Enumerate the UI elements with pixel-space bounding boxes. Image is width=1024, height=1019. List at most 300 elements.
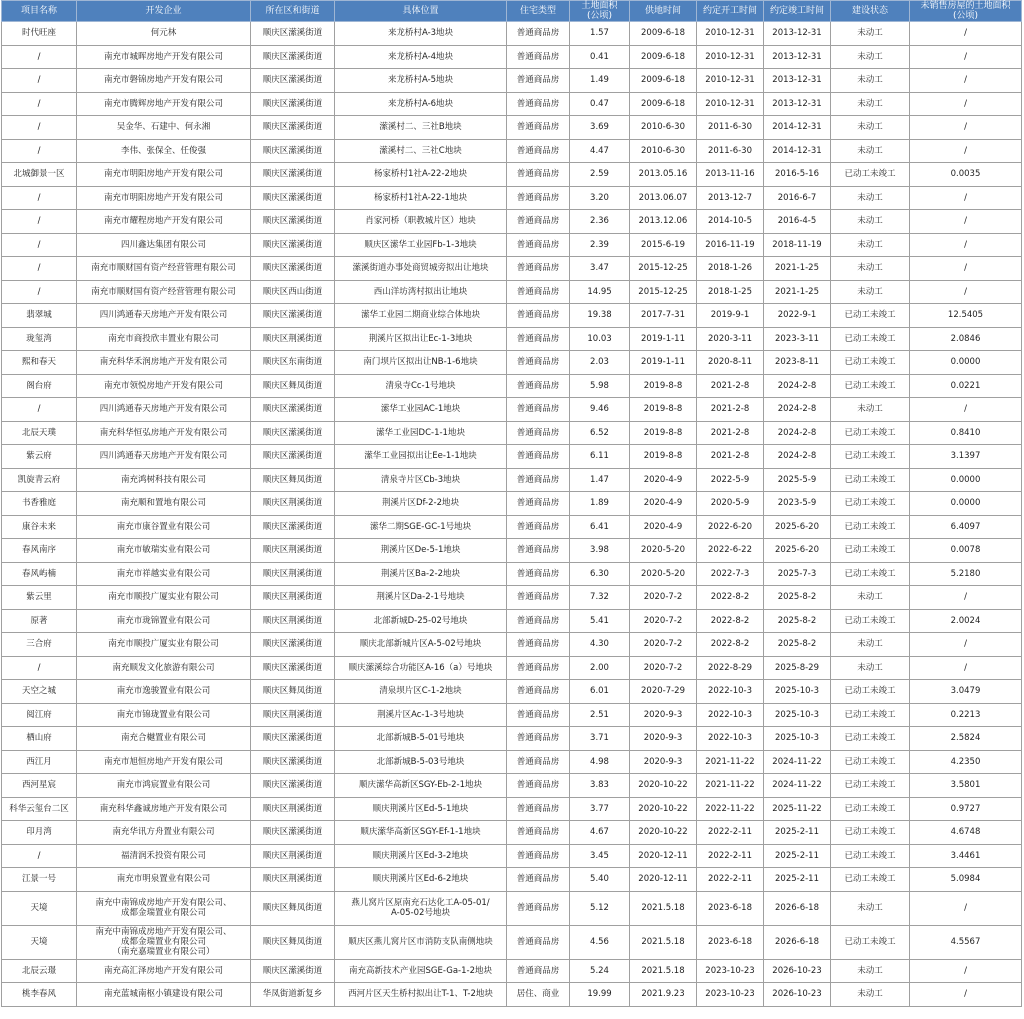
table-row xyxy=(2,45,1022,69)
cell-land-area: 3.20 xyxy=(570,186,630,210)
cell-location: 潆溪村二、三社B地块 xyxy=(335,116,507,140)
cell-land-area: 3.98 xyxy=(570,539,630,563)
cell-agreed-completion-date: 2023-8-11 xyxy=(764,351,831,375)
cell-developer: 南充市领悦房地产开发有限公司 xyxy=(77,374,251,398)
cell-land-area: 1.49 xyxy=(570,69,630,93)
cell-location: 北部新城B-5-01号地块 xyxy=(335,727,507,751)
cell-land-area: 5.41 xyxy=(570,609,630,633)
table-row xyxy=(2,750,1022,774)
cell-agreed-start-date: 2022-8-2 xyxy=(697,586,764,610)
cell-unsold-land-area: / xyxy=(910,633,1022,657)
cell-supply-date: 2021.5.18 xyxy=(630,925,697,959)
cell-project-name: / xyxy=(2,257,77,281)
cell-location: 顺庆荆溪片区Ed-6-2地块 xyxy=(335,868,507,892)
cell-district-street: 顺庆区潆溪街道 xyxy=(251,959,335,983)
cell-developer: 南充市珑锦置业有限公司 xyxy=(77,609,251,633)
table-row xyxy=(2,821,1022,845)
cell-location: 清泉寺Cc-1号地块 xyxy=(335,374,507,398)
cell-developer: 南充市旭恒房地产开发有限公司 xyxy=(77,750,251,774)
cell-unsold-land-area: 0.0221 xyxy=(910,374,1022,398)
cell-location: 南充高新技术产业园SGE-Ga-1-2地块 xyxy=(335,959,507,983)
cell-developer: 南充市祥越实业有限公司 xyxy=(77,562,251,586)
cell-location: 潆华工业园二期商业综合体地块 xyxy=(335,304,507,328)
cell-location: 北部新城D-25-02号地块 xyxy=(335,609,507,633)
cell-land-area: 2.39 xyxy=(570,233,630,257)
table-row xyxy=(2,562,1022,586)
table-row xyxy=(2,22,1022,46)
cell-construction-status: 已动工未竣工 xyxy=(831,327,910,351)
cell-developer: 四川鑫达集团有限公司 xyxy=(77,233,251,257)
cell-construction-status: 已动工未竣工 xyxy=(831,868,910,892)
cell-location: 顺庆区燕儿窝片区市消防支队南侧地块 xyxy=(335,925,507,959)
cell-agreed-start-date: 2022-5-9 xyxy=(697,468,764,492)
cell-district-street: 顺庆区舞凤街道 xyxy=(251,891,335,925)
cell-project-name: 桃李春风 xyxy=(2,983,77,1007)
cell-unsold-land-area: 0.0078 xyxy=(910,539,1022,563)
cell-supply-date: 2019-1-11 xyxy=(630,327,697,351)
cell-supply-date: 2017-7-31 xyxy=(630,304,697,328)
table-row xyxy=(2,797,1022,821)
cell-district-street: 顺庆区荆溪街道 xyxy=(251,327,335,351)
cell-unsold-land-area: 4.2350 xyxy=(910,750,1022,774)
cell-housing-type: 普通商品房 xyxy=(507,22,570,46)
cell-supply-date: 2020-5-20 xyxy=(630,539,697,563)
cell-location: 来龙桥村A-5地块 xyxy=(335,69,507,93)
cell-agreed-start-date: 2022-8-2 xyxy=(697,609,764,633)
cell-developer: 南充科华鑫诚房地产开发有限公司 xyxy=(77,797,251,821)
table-row xyxy=(2,233,1022,257)
cell-unsold-land-area: 0.8410 xyxy=(910,421,1022,445)
cell-project-name: 三合府 xyxy=(2,633,77,657)
cell-district-street: 顺庆区荆溪街道 xyxy=(251,562,335,586)
cell-construction-status: 已动工未竣工 xyxy=(831,468,910,492)
cell-agreed-start-date: 2010-12-31 xyxy=(697,92,764,116)
cell-land-area: 9.46 xyxy=(570,398,630,422)
cell-project-name: 科华云玺台二区 xyxy=(2,797,77,821)
column-header-developer: 开发企业 xyxy=(77,1,251,22)
cell-housing-type: 普通商品房 xyxy=(507,727,570,751)
cell-construction-status: 未动工 xyxy=(831,586,910,610)
cell-agreed-completion-date: 2025-10-3 xyxy=(764,727,831,751)
cell-district-street: 顺庆区潆溪街道 xyxy=(251,210,335,234)
cell-land-area: 19.99 xyxy=(570,983,630,1007)
table-row xyxy=(2,327,1022,351)
cell-land-area: 3.77 xyxy=(570,797,630,821)
cell-unsold-land-area: / xyxy=(910,139,1022,163)
cell-agreed-start-date: 2019-9-1 xyxy=(697,304,764,328)
table-row xyxy=(2,609,1022,633)
cell-agreed-completion-date: 2025-2-11 xyxy=(764,844,831,868)
cell-developer: 南充华讯方舟置业有限公司 xyxy=(77,821,251,845)
cell-construction-status: 已动工未竣工 xyxy=(831,750,910,774)
cell-supply-date: 2009-6-18 xyxy=(630,69,697,93)
cell-land-area: 2.36 xyxy=(570,210,630,234)
cell-agreed-completion-date: 2014-12-31 xyxy=(764,116,831,140)
cell-project-name: / xyxy=(2,116,77,140)
cell-housing-type: 普通商品房 xyxy=(507,69,570,93)
cell-agreed-completion-date: 2021-1-25 xyxy=(764,280,831,304)
cell-project-name: 江景一号 xyxy=(2,868,77,892)
cell-developer: 南充顺和置地有限公司 xyxy=(77,492,251,516)
cell-land-area: 5.24 xyxy=(570,959,630,983)
cell-construction-status: 已动工未竣工 xyxy=(831,351,910,375)
cell-housing-type: 普通商品房 xyxy=(507,562,570,586)
cell-district-street: 顺庆区荆溪街道 xyxy=(251,844,335,868)
cell-housing-type: 普通商品房 xyxy=(507,163,570,187)
cell-district-street: 顺庆区舞凤街道 xyxy=(251,468,335,492)
cell-supply-date: 2019-8-8 xyxy=(630,398,697,422)
cell-developer: 南充市锦珑置业有限公司 xyxy=(77,703,251,727)
cell-district-street: 顺庆区潆溪街道 xyxy=(251,22,335,46)
cell-location: 肖家河桥（职教城片区）地块 xyxy=(335,210,507,234)
cell-construction-status: 已动工未竣工 xyxy=(831,797,910,821)
cell-agreed-start-date: 2013-11-16 xyxy=(697,163,764,187)
cell-supply-date: 2020-10-22 xyxy=(630,821,697,845)
cell-construction-status: 未动工 xyxy=(831,959,910,983)
table-row xyxy=(2,398,1022,422)
cell-housing-type: 普通商品房 xyxy=(507,351,570,375)
cell-land-area: 3.45 xyxy=(570,844,630,868)
cell-land-area: 5.12 xyxy=(570,891,630,925)
cell-developer: 南充市逸骏置业有限公司 xyxy=(77,680,251,704)
cell-housing-type: 普通商品房 xyxy=(507,280,570,304)
cell-agreed-completion-date: 2026-10-23 xyxy=(764,959,831,983)
cell-developer: 南充市腾辉房地产开发有限公司 xyxy=(77,92,251,116)
cell-developer: 南充高汇泽房地产开发有限公司 xyxy=(77,959,251,983)
cell-location: 荆溪片区De-5-1地块 xyxy=(335,539,507,563)
cell-land-area: 1.47 xyxy=(570,468,630,492)
cell-location: 顺庆荆溪片区Ed-3-2地块 xyxy=(335,844,507,868)
cell-unsold-land-area: / xyxy=(910,92,1022,116)
cell-district-street: 华凤街道新复乡 xyxy=(251,983,335,1007)
cell-developer: 南充市顺财国有资产经营管理有限公司 xyxy=(77,257,251,281)
cell-supply-date: 2009-6-18 xyxy=(630,92,697,116)
cell-supply-date: 2009-6-18 xyxy=(630,22,697,46)
cell-agreed-start-date: 2020-5-9 xyxy=(697,492,764,516)
cell-housing-type: 普通商品房 xyxy=(507,539,570,563)
cell-location: 潆华工业园AC-1地块 xyxy=(335,398,507,422)
column-header-agreed-completion-date: 约定竣工时间 xyxy=(764,1,831,22)
cell-district-street: 顺庆区潆溪街道 xyxy=(251,774,335,798)
cell-land-area: 14.95 xyxy=(570,280,630,304)
cell-agreed-start-date: 2013-12-7 xyxy=(697,186,764,210)
cell-construction-status: 未动工 xyxy=(831,116,910,140)
cell-district-street: 顺庆区荆溪街道 xyxy=(251,586,335,610)
cell-location: 清泉寺片区Cb-3地块 xyxy=(335,468,507,492)
cell-unsold-land-area: / xyxy=(910,210,1022,234)
cell-supply-date: 2019-1-11 xyxy=(630,351,697,375)
column-header-agreed-start-date: 约定开工时间 xyxy=(697,1,764,22)
cell-project-name: 栖山府 xyxy=(2,727,77,751)
cell-project-name: 春风屿楠 xyxy=(2,562,77,586)
table-row xyxy=(2,163,1022,187)
cell-land-area: 4.67 xyxy=(570,821,630,845)
cell-agreed-start-date: 2023-10-23 xyxy=(697,983,764,1007)
cell-housing-type: 普通商品房 xyxy=(507,891,570,925)
cell-agreed-start-date: 2018-1-26 xyxy=(697,257,764,281)
cell-developer: 四川鸿通春天房地产开发有限公司 xyxy=(77,398,251,422)
cell-project-name: / xyxy=(2,69,77,93)
cell-developer: 南充市鸿宸置业有限公司 xyxy=(77,774,251,798)
table-row xyxy=(2,868,1022,892)
cell-supply-date: 2020-7-2 xyxy=(630,586,697,610)
cell-housing-type: 普通商品房 xyxy=(507,421,570,445)
cell-district-street: 顺庆区潆溪街道 xyxy=(251,304,335,328)
cell-agreed-completion-date: 2023-5-9 xyxy=(764,492,831,516)
cell-supply-date: 2020-9-3 xyxy=(630,750,697,774)
cell-construction-status: 已动工未竣工 xyxy=(831,727,910,751)
cell-construction-status: 已动工未竣工 xyxy=(831,421,910,445)
cell-housing-type: 普通商品房 xyxy=(507,656,570,680)
cell-location: 来龙桥村A-6地块 xyxy=(335,92,507,116)
table-row xyxy=(2,92,1022,116)
cell-construction-status: 未动工 xyxy=(831,633,910,657)
cell-unsold-land-area: 0.0000 xyxy=(910,351,1022,375)
cell-project-name: 康谷未来 xyxy=(2,515,77,539)
cell-agreed-completion-date: 2025-6-20 xyxy=(764,539,831,563)
cell-unsold-land-area: / xyxy=(910,656,1022,680)
cell-agreed-completion-date: 2025-10-3 xyxy=(764,703,831,727)
cell-developer: 南充市磐锦房地产开发有限公司 xyxy=(77,69,251,93)
cell-agreed-completion-date: 2025-11-22 xyxy=(764,797,831,821)
cell-supply-date: 2020-4-9 xyxy=(630,515,697,539)
cell-construction-status: 未动工 xyxy=(831,210,910,234)
cell-supply-date: 2020-7-2 xyxy=(630,656,697,680)
cell-housing-type: 普通商品房 xyxy=(507,210,570,234)
cell-agreed-start-date: 2011-6-30 xyxy=(697,139,764,163)
cell-land-area: 5.40 xyxy=(570,868,630,892)
cell-housing-type: 普通商品房 xyxy=(507,586,570,610)
cell-location: 杨家桥村1社A-22-2地块 xyxy=(335,163,507,187)
cell-developer: 南充市明阳房地产开发有限公司 xyxy=(77,163,251,187)
cell-agreed-completion-date: 2025-8-2 xyxy=(764,609,831,633)
cell-developer: 南充市明泉置业有限公司 xyxy=(77,868,251,892)
cell-developer: 南充市商投欣丰置业有限公司 xyxy=(77,327,251,351)
cell-unsold-land-area: 12.5405 xyxy=(910,304,1022,328)
cell-project-name: 北城御景一区 xyxy=(2,163,77,187)
cell-district-street: 顺庆区舞凤街道 xyxy=(251,680,335,704)
cell-construction-status: 未动工 xyxy=(831,22,910,46)
cell-agreed-start-date: 2020-8-11 xyxy=(697,351,764,375)
table-row xyxy=(2,186,1022,210)
cell-project-name: 西江月 xyxy=(2,750,77,774)
cell-developer: 南充市顺投广厦实业有限公司 xyxy=(77,586,251,610)
cell-location: 荆溪片区Da-2-1号地块 xyxy=(335,586,507,610)
cell-construction-status: 未动工 xyxy=(831,233,910,257)
cell-district-street: 顺庆区荆溪街道 xyxy=(251,868,335,892)
cell-supply-date: 2020-10-22 xyxy=(630,774,697,798)
cell-construction-status: 未动工 xyxy=(831,45,910,69)
cell-unsold-land-area: 0.0000 xyxy=(910,468,1022,492)
cell-supply-date: 2010-6-30 xyxy=(630,139,697,163)
cell-construction-status: 未动工 xyxy=(831,139,910,163)
cell-district-street: 顺庆区潆溪街道 xyxy=(251,656,335,680)
cell-housing-type: 普通商品房 xyxy=(507,398,570,422)
cell-agreed-start-date: 2021-11-22 xyxy=(697,750,764,774)
table-row xyxy=(2,445,1022,469)
cell-supply-date: 2009-6-18 xyxy=(630,45,697,69)
cell-construction-status: 已动工未竣工 xyxy=(831,680,910,704)
cell-agreed-start-date: 2010-12-31 xyxy=(697,69,764,93)
table-row xyxy=(2,139,1022,163)
cell-construction-status: 未动工 xyxy=(831,891,910,925)
cell-location: 来龙桥村A-3地块 xyxy=(335,22,507,46)
cell-agreed-start-date: 2022-2-11 xyxy=(697,821,764,845)
cell-housing-type: 普通商品房 xyxy=(507,445,570,469)
cell-project-name: / xyxy=(2,45,77,69)
cell-district-street: 顺庆区潆溪街道 xyxy=(251,445,335,469)
cell-construction-status: 已动工未竣工 xyxy=(831,821,910,845)
cell-district-street: 顺庆区东南街道 xyxy=(251,351,335,375)
table-row xyxy=(2,351,1022,375)
cell-project-name: 书香雅庭 xyxy=(2,492,77,516)
cell-project-name: / xyxy=(2,280,77,304)
cell-land-area: 4.30 xyxy=(570,633,630,657)
cell-location: 荆溪片区拟出让Ec-1-3地块 xyxy=(335,327,507,351)
cell-agreed-completion-date: 2024-11-22 xyxy=(764,774,831,798)
cell-agreed-completion-date: 2024-2-8 xyxy=(764,421,831,445)
cell-land-area: 0.47 xyxy=(570,92,630,116)
cell-district-street: 顺庆区潆溪街道 xyxy=(251,186,335,210)
cell-land-area: 1.89 xyxy=(570,492,630,516)
cell-developer: 南充市顺财国有资产经营管理有限公司 xyxy=(77,280,251,304)
cell-location: 顺庆北部新城片区A-5-02号地块 xyxy=(335,633,507,657)
cell-project-name: 紫云里 xyxy=(2,586,77,610)
cell-agreed-completion-date: 2025-2-11 xyxy=(764,868,831,892)
table-row xyxy=(2,257,1022,281)
cell-agreed-start-date: 2023-6-18 xyxy=(697,925,764,959)
cell-location: 潆华工业园拟出让Ee-1-1地块 xyxy=(335,445,507,469)
table-row xyxy=(2,727,1022,751)
cell-agreed-start-date: 2022-8-29 xyxy=(697,656,764,680)
column-header-land-area: 土地面积 (公顷) xyxy=(570,1,630,22)
cell-housing-type: 普通商品房 xyxy=(507,116,570,140)
table-row xyxy=(2,891,1022,925)
table-row xyxy=(2,983,1022,1007)
table-header-row xyxy=(2,1,1022,22)
cell-developer: 南充顺发文化旅游有限公司 xyxy=(77,656,251,680)
cell-project-name: 紫云府 xyxy=(2,445,77,469)
cell-construction-status: 已动工未竣工 xyxy=(831,703,910,727)
cell-land-area: 3.69 xyxy=(570,116,630,140)
cell-unsold-land-area: / xyxy=(910,69,1022,93)
cell-project-name: 熙和春天 xyxy=(2,351,77,375)
cell-agreed-start-date: 2018-1-25 xyxy=(697,280,764,304)
cell-housing-type: 普通商品房 xyxy=(507,139,570,163)
cell-developer: 南充市康谷置业有限公司 xyxy=(77,515,251,539)
cell-unsold-land-area: 0.0000 xyxy=(910,492,1022,516)
cell-unsold-land-area: 2.0846 xyxy=(910,327,1022,351)
cell-construction-status: 已动工未竣工 xyxy=(831,304,910,328)
cell-land-area: 2.51 xyxy=(570,703,630,727)
cell-agreed-completion-date: 2014-12-31 xyxy=(764,139,831,163)
cell-location: 北部新城B-5-03号地块 xyxy=(335,750,507,774)
cell-project-name: / xyxy=(2,139,77,163)
cell-housing-type: 普通商品房 xyxy=(507,327,570,351)
cell-unsold-land-area: / xyxy=(910,22,1022,46)
cell-agreed-start-date: 2010-12-31 xyxy=(697,45,764,69)
cell-supply-date: 2020-4-9 xyxy=(630,492,697,516)
cell-supply-date: 2020-12-11 xyxy=(630,868,697,892)
cell-project-name: 时代旺座 xyxy=(2,22,77,46)
cell-agreed-start-date: 2022-2-11 xyxy=(697,844,764,868)
cell-unsold-land-area: 5.2180 xyxy=(910,562,1022,586)
table-row xyxy=(2,774,1022,798)
cell-district-street: 顺庆区潆溪街道 xyxy=(251,139,335,163)
cell-district-street: 顺庆区潆溪街道 xyxy=(251,398,335,422)
cell-supply-date: 2020-4-9 xyxy=(630,468,697,492)
cell-location: 顺庆区潆华工业园Fb-1-3地块 xyxy=(335,233,507,257)
cell-supply-date: 2020-5-20 xyxy=(630,562,697,586)
cell-project-name: / xyxy=(2,656,77,680)
cell-developer: 南充市城晖房地产开发有限公司 xyxy=(77,45,251,69)
cell-developer: 南充市敏瑞实业有限公司 xyxy=(77,539,251,563)
table-row xyxy=(2,515,1022,539)
cell-land-area: 1.57 xyxy=(570,22,630,46)
cell-supply-date: 2021.5.18 xyxy=(630,959,697,983)
cell-location: 潆华工业园DC-1-1地块 xyxy=(335,421,507,445)
cell-construction-status: 已动工未竣工 xyxy=(831,562,910,586)
cell-unsold-land-area: / xyxy=(910,257,1022,281)
cell-location: 潆溪街道办事处商贸城旁拟出让地块 xyxy=(335,257,507,281)
cell-supply-date: 2015-6-19 xyxy=(630,233,697,257)
cell-agreed-completion-date: 2013-12-31 xyxy=(764,69,831,93)
cell-supply-date: 2015-12-25 xyxy=(630,257,697,281)
cell-district-street: 顺庆区潆溪街道 xyxy=(251,257,335,281)
cell-agreed-completion-date: 2026-6-18 xyxy=(764,925,831,959)
cell-agreed-completion-date: 2025-6-20 xyxy=(764,515,831,539)
cell-housing-type: 普通商品房 xyxy=(507,703,570,727)
cell-location: 来龙桥村A-4地块 xyxy=(335,45,507,69)
cell-project-name: / xyxy=(2,186,77,210)
cell-location: 西河片区天生桥村拟出让T-1、T-2地块 xyxy=(335,983,507,1007)
cell-housing-type: 普通商品房 xyxy=(507,92,570,116)
cell-land-area: 6.52 xyxy=(570,421,630,445)
cell-developer: 南充科华禾润房地产开发有限公司 xyxy=(77,351,251,375)
cell-agreed-completion-date: 2024-11-22 xyxy=(764,750,831,774)
cell-project-name: 天境 xyxy=(2,925,77,959)
cell-land-area: 19.38 xyxy=(570,304,630,328)
cell-location: 荆溪片区Ba-2-2地块 xyxy=(335,562,507,586)
column-header-construction-status: 建设状态 xyxy=(831,1,910,22)
cell-agreed-start-date: 2021-2-8 xyxy=(697,398,764,422)
cell-unsold-land-area: / xyxy=(910,186,1022,210)
cell-project-name: / xyxy=(2,398,77,422)
cell-agreed-start-date: 2022-6-20 xyxy=(697,515,764,539)
cell-supply-date: 2019-8-8 xyxy=(630,421,697,445)
cell-district-street: 顺庆区潆溪街道 xyxy=(251,750,335,774)
column-header-supply-date: 供地时间 xyxy=(630,1,697,22)
cell-housing-type: 普通商品房 xyxy=(507,750,570,774)
cell-construction-status: 已动工未竣工 xyxy=(831,445,910,469)
cell-district-street: 顺庆区荆溪街道 xyxy=(251,797,335,821)
cell-housing-type: 普通商品房 xyxy=(507,374,570,398)
cell-agreed-start-date: 2021-2-8 xyxy=(697,445,764,469)
cell-supply-date: 2020-7-2 xyxy=(630,633,697,657)
table-row xyxy=(2,633,1022,657)
cell-unsold-land-area: 0.2213 xyxy=(910,703,1022,727)
cell-agreed-completion-date: 2021-1-25 xyxy=(764,257,831,281)
cell-location: 清泉坝片区C-1-2地块 xyxy=(335,680,507,704)
cell-developer: 南充鸿树科技有限公司 xyxy=(77,468,251,492)
cell-project-name: / xyxy=(2,210,77,234)
cell-construction-status: 已动工未竣工 xyxy=(831,774,910,798)
table-row xyxy=(2,844,1022,868)
cell-housing-type: 普通商品房 xyxy=(507,844,570,868)
cell-construction-status: 已动工未竣工 xyxy=(831,609,910,633)
cell-location: 杨家桥村1社A-22-1地块 xyxy=(335,186,507,210)
cell-agreed-start-date: 2014-10-5 xyxy=(697,210,764,234)
